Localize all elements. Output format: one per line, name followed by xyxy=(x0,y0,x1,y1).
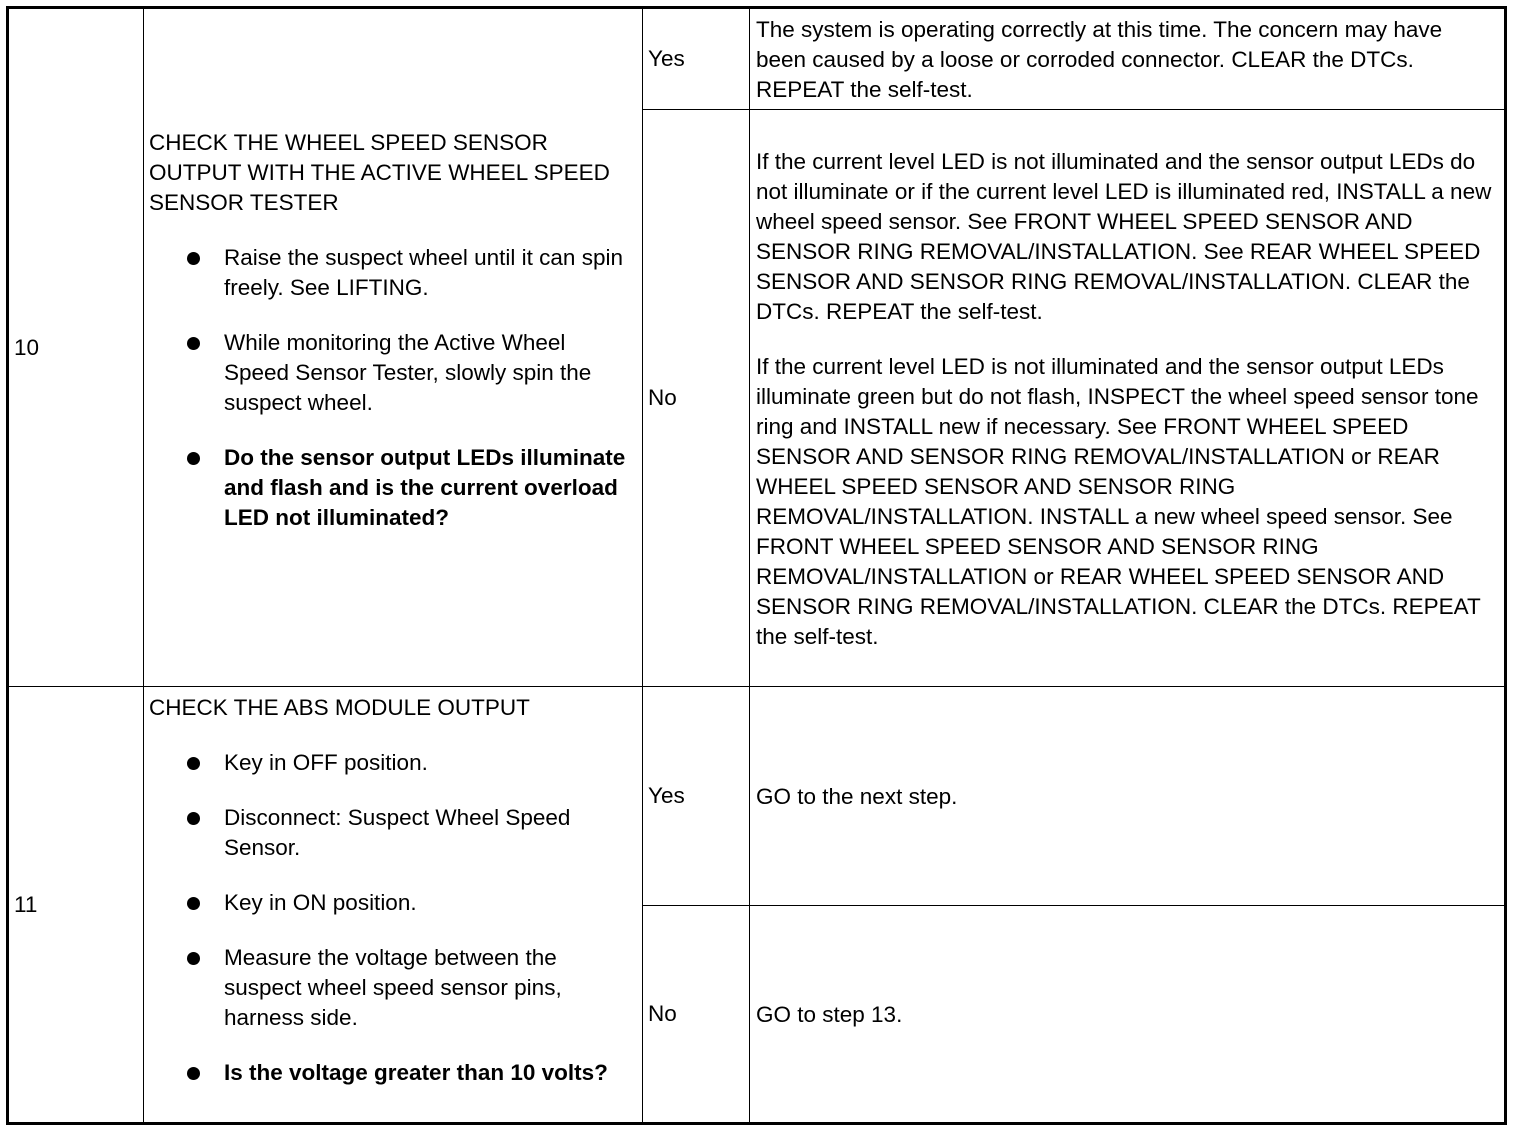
bullet-icon xyxy=(187,897,200,910)
instruction-text: While monitoring the Active Wheel Speed Sensor Tester, slowly spin the suspect wheel. xyxy=(224,330,592,415)
bullet-icon xyxy=(187,252,200,265)
step-11-yes-row xyxy=(8,687,1506,906)
instruction-text: Disconnect: Suspect Wheel Speed Sensor. xyxy=(224,805,571,860)
result-text: If the current level LED is not illuminated and the sensor output LEDs do not illuminate or if the current level LED is illuminated red, INSTALL a new wheel speed sensor. See FRONT WHEEL SPEED SENSOR AND SENSOR RING REMOVAL/INSTALLATION. See REAR WHEEL SPEED SENSOR AND SENSOR RING REMOVAL/INSTALLATION. CLEAR the DTCs. REPEAT the self-test. xyxy=(756,148,1492,324)
question-item xyxy=(187,443,632,533)
instruction-item xyxy=(187,328,632,418)
step-number: 11 xyxy=(8,687,144,1124)
result-no xyxy=(750,906,1506,1124)
question-item xyxy=(187,1058,632,1088)
instruction-item xyxy=(187,943,632,1033)
instruction-item xyxy=(187,803,632,863)
result-yes xyxy=(750,8,1506,110)
bullet-icon xyxy=(187,337,200,350)
result-text: GO to step 13. xyxy=(756,1002,903,1027)
answer-no: No xyxy=(643,110,750,687)
bullet-icon xyxy=(187,952,200,965)
result-text: If the current level LED is not illuminated and the sensor output LEDs illuminate green but do not flash, INSPECT the wheel speed sensor tone ring and INSTALL new if necessary. See FRONT WHEEL SPEED SENSOR AND SENSOR RING REMOVAL/INSTALLATION or REAR WHEEL SPEED SENSOR AND SENSOR RING REMOVAL/INSTALLATION. INSTALL a new wheel speed sensor. See FRONT WHEEL SPEED SENSOR AND SENSOR RING REMOVAL/INSTALLATION or REAR WHEEL SPEED SENSOR AND SENSOR RING REMOVAL/INSTALLATION. CLEAR the DTCs. REPEAT the self-test. xyxy=(756,353,1481,649)
instruction-text: Key in ON position. xyxy=(224,890,417,915)
step-number: 10 xyxy=(8,8,144,687)
question-text: Is the voltage greater than 10 volts? xyxy=(224,1060,608,1085)
instruction-text: Key in OFF position. xyxy=(224,750,428,775)
bullet-icon xyxy=(187,1067,200,1080)
bullet-icon xyxy=(187,812,200,825)
step-heading: CHECK THE ABS MODULE OUTPUT xyxy=(149,695,530,720)
step-action xyxy=(144,8,643,687)
step-action xyxy=(144,687,643,1124)
answer-yes: Yes xyxy=(643,8,750,110)
instruction-list xyxy=(149,748,632,1088)
answer-yes: Yes xyxy=(643,687,750,906)
instruction-item xyxy=(187,888,632,918)
question-text: Do the sensor output LEDs illuminate and flash and is the current overload LED not illuminated? xyxy=(224,445,626,530)
result-text: The system is operating correctly at this time. The concern may have been caused by a loose or corroded connector. CLEAR the DTCs. REPEAT the self-test. xyxy=(756,17,1443,102)
result-text: GO to the next step. xyxy=(756,784,958,809)
instruction-item xyxy=(187,243,632,303)
instruction-list xyxy=(149,243,632,533)
bullet-icon xyxy=(187,452,200,465)
result-no xyxy=(750,110,1506,687)
diagnostic-table xyxy=(6,6,1507,1125)
instruction-text: Raise the suspect wheel until it can spin freely. See LIFTING. xyxy=(224,245,623,300)
step-10-yes-row xyxy=(8,8,1506,110)
result-yes xyxy=(750,687,1506,906)
answer-no: No xyxy=(643,906,750,1124)
bullet-icon xyxy=(187,757,200,770)
step-heading: CHECK THE WHEEL SPEED SENSOR OUTPUT WITH THE ACTIVE WHEEL SPEED SENSOR TESTER xyxy=(149,130,610,215)
instruction-text: Measure the voltage between the suspect wheel speed sensor pins, harness side. xyxy=(224,945,562,1030)
instruction-item xyxy=(187,748,632,778)
